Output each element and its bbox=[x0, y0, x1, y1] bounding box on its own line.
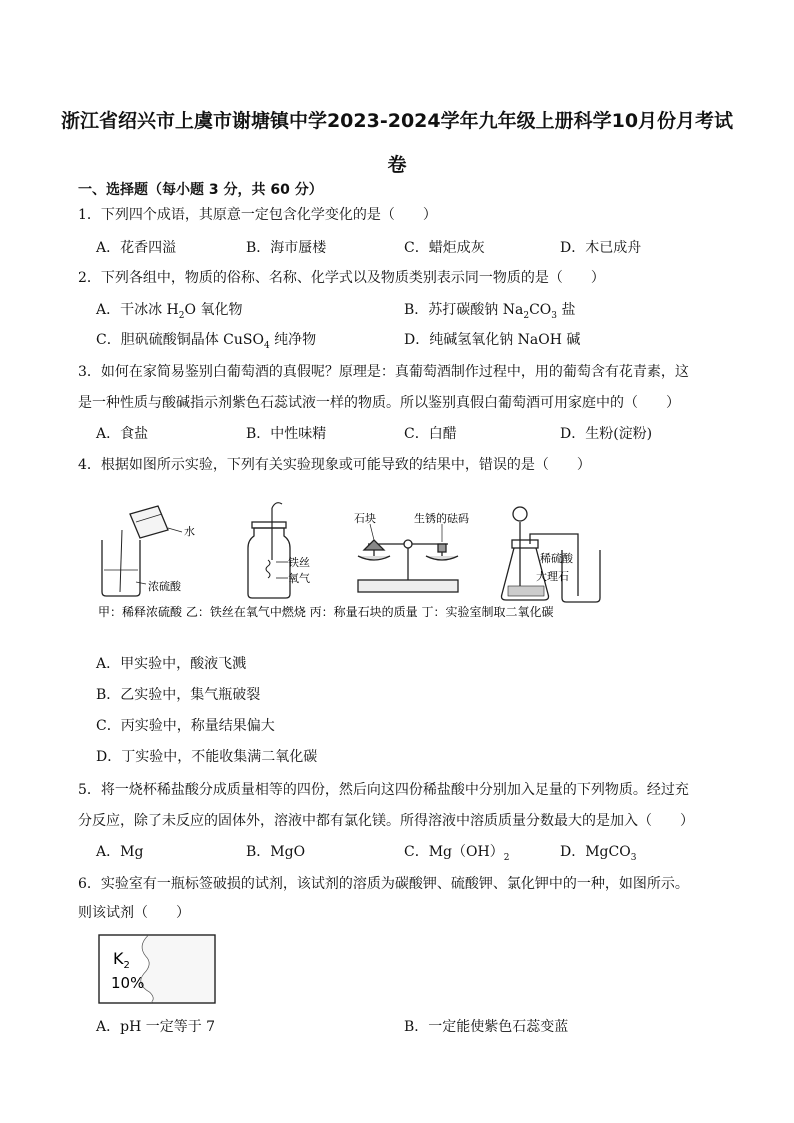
q3-option-c: C．白醋 bbox=[404, 426, 457, 442]
label-k2: $K_2$ bbox=[113, 949, 130, 971]
q5-option-d: D．MgCO$_3$ bbox=[560, 844, 637, 863]
label-dilute-sulfuric-acid: 稀硫酸 bbox=[540, 552, 573, 565]
document-title-line1: 浙江省绍兴市上虞市谢塘镇中学2023-2024学年九年级上册科学10月份月考试 bbox=[60, 110, 734, 132]
balance-apparatus bbox=[358, 540, 458, 592]
label-marble: 大理石 bbox=[536, 570, 569, 583]
label-water: 水 bbox=[184, 525, 195, 538]
question-5-stem-line2: 分反应，除了未反应的固体外，溶液中都有氯化镁。所得溶液中溶质质量分数最大的是加入（ ） bbox=[78, 813, 694, 829]
torn-label-figure bbox=[98, 934, 216, 1004]
label-oxygen: 氧气 bbox=[288, 572, 310, 585]
question-4-stem: 4．根据如图所示实验，下列有关实验现象或可能导致的结果中，错误的是（ ） bbox=[78, 457, 591, 473]
q1-option-b: B．海市蜃楼 bbox=[246, 240, 327, 256]
iron-combustion-apparatus bbox=[248, 503, 290, 598]
label-conc-sulfuric-acid: 浓硫酸 bbox=[148, 580, 181, 593]
figure-caption: 甲：稀释浓硫酸 乙：铁丝在氧气中燃烧 丙：称量石块的质量 丁：实验室制取二氧化碳 bbox=[98, 605, 554, 619]
q5-option-b: B．MgO bbox=[246, 844, 306, 860]
q2-option-c: C．胆矾硫酸铜晶体 CuSO$_4$ 纯净物 bbox=[96, 332, 317, 351]
q4-option-d: D．丁实验中，不能收集满二氧化碳 bbox=[96, 749, 318, 765]
q6-option-b: B．一定能使紫色石蕊变蓝 bbox=[404, 1019, 569, 1035]
q6-option-a: A．pH 一定等于 7 bbox=[96, 1019, 216, 1035]
q3-option-a: A．食盐 bbox=[96, 426, 149, 442]
q1-option-a: A．花香四溢 bbox=[96, 240, 177, 256]
question-3-stem-line2: 是一种性质与酸碱指示剂紫色石蕊试液一样的物质。所以鉴别真假白葡萄酒可用家庭中的（ ） bbox=[78, 395, 680, 411]
q3-option-b: B．中性味精 bbox=[246, 426, 327, 442]
label-rusty-weight: 生锈的砝码 bbox=[414, 512, 469, 525]
question-1-stem: 1．下列四个成语，其原意一定包含化学变化的是（ ） bbox=[78, 207, 437, 223]
question-5-stem-line1: 5．将一烧杯稀盐酸分成质量相等的四份，然后向这四份稀盐酸中分别加入足量的下列物质。经过充 bbox=[78, 782, 689, 798]
question-2-stem: 2．下列各组中，物质的俗称、名称、化学式以及物质类别表示同一物质的是（ ） bbox=[78, 270, 605, 286]
question-6-stem-line2: 则该试剂（ ） bbox=[78, 905, 190, 921]
q5-option-c: C．$Mg(OH)_2$ bbox=[404, 844, 510, 863]
experiment-figure bbox=[96, 500, 656, 628]
q2-option-a: A．干冰冰 $H_2O$ 氧化物 bbox=[96, 302, 243, 321]
label-percentage: 10% bbox=[111, 974, 145, 992]
document-title-line2: 卷 bbox=[387, 154, 407, 176]
q1-option-d: D．木已成舟 bbox=[560, 240, 642, 256]
label-stone: 石块 bbox=[354, 512, 376, 525]
q2-option-b: B．苏打碳酸钠 $Na_2CO_3$ 盐 bbox=[404, 302, 576, 321]
q4-option-a: A．甲实验中，酸液飞溅 bbox=[96, 656, 247, 672]
q4-option-c: C．丙实验中，称量结果偏大 bbox=[96, 718, 275, 734]
question-3-stem-line1: 3．如何在家简易鉴别白葡萄酒的真假呢？原理是：真葡萄酒制作过程中，用的葡萄含有花青素，这 bbox=[78, 364, 689, 380]
q4-option-b: B．乙实验中，集气瓶破裂 bbox=[96, 687, 261, 703]
q3-option-d: D．生粉(淀粉) bbox=[560, 426, 653, 442]
q1-option-c: C．蜡炬成灰 bbox=[404, 240, 485, 256]
section-heading: 一、选择题（每小题 3 分，共 60 分） bbox=[78, 182, 323, 198]
label-iron-wire: 铁丝 bbox=[288, 556, 310, 569]
q2-option-d: D．纯碱氢氧化钠 NaOH 碱 bbox=[404, 332, 581, 348]
q5-option-a: A．Mg bbox=[96, 844, 144, 860]
question-6-stem-line1: 6．实验室有一瓶标签破损的试剂，该试剂的溶质为碳酸钾、硫酸钾、氯化钾中的一种，如图所示。 bbox=[78, 876, 689, 892]
